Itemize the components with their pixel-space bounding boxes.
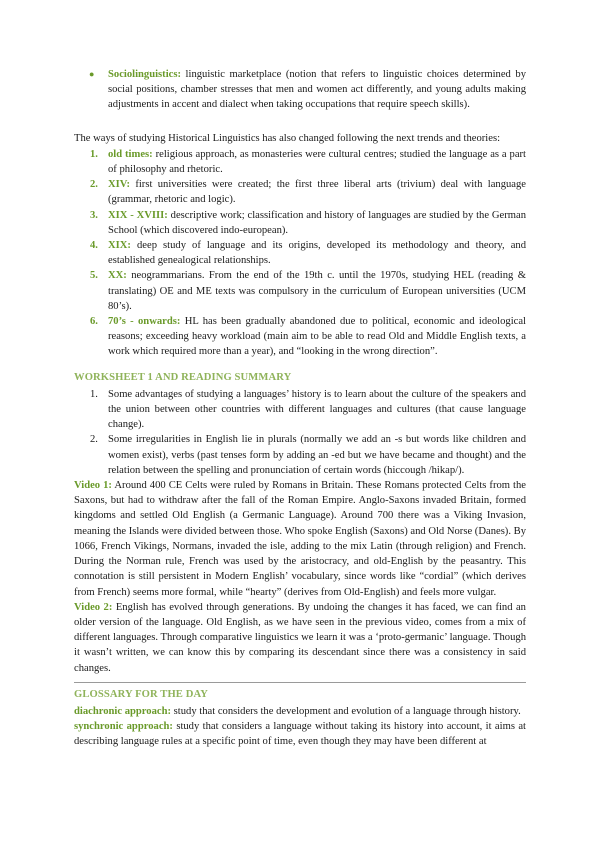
trend-item: 2. XIV: first universities were created; the first three liberal arts (trivium) deal with language (grammar, rhetoric and logic).	[90, 179, 526, 206]
trends-intro: The ways of studying Historical Linguistics has also changed following the next trends and theories:	[74, 132, 501, 144]
bullet-text: linguistic marketplace (notion that refers to linguistic choices determined by social positions, chamber stresses that men and women act differently, and young adults making adjustments in accent and dialect when taking occupations that require speech skills).	[108, 69, 526, 111]
worksheet-item: 1. Some advantages of studying a languages’ history is to learn about the culture of the speakers and the union between other countries with different languages and cultures (that cause language change).	[90, 388, 526, 431]
worksheet-list	[74, 387, 526, 478]
worksheet-heading: WORKSHEET 1 AND READING SUMMARY	[74, 371, 292, 383]
glossary-heading: GLOSSARY FOR THE DAY	[74, 688, 208, 700]
bullet-label: Sociolinguistics:	[108, 69, 181, 80]
video-2-summary: Video 2: English has evolved through generations. By undoing the changes it has faced, we can find an older version of the language. Old English, as we have seen in the previous video, comes from a mix of different languages. Through comparative linguistics we learn it was a ‘proto-germanic’ language. Though it wasn’t written, we can know this by comparing its descendant since there was a consistency in said changes.	[74, 601, 526, 674]
glossary-entry: diachronic approach: study that considers the development and evolution of a language through history.	[74, 705, 521, 717]
trend-item: 5. XX: neogrammarians. From the end of the 19th c. until the 1970s, studying HEL (reading & translating) OE and ME texts was compulsory in the curriculum of European universities (UCM 80’s).	[90, 270, 526, 312]
section-divider	[74, 682, 526, 683]
trend-item: 4. XIX: deep study of language and its origins, developed its methodology and theory, and established genealogical relationships.	[90, 240, 526, 267]
trend-item: 1. old times: religious approach, as monasteries were cultural centres; studied the language as a part of philosophy and rhetoric.	[90, 148, 526, 176]
bullet-dot-icon: ●	[89, 69, 95, 79]
video-1-summary: Video 1: Around 400 CE Celts were ruled by Romans in Britain. These Romans protected Celts from the Saxons, but had to withdraw after the fall of the Roman Empire. Anglo-Saxons invaded Britain, formed kingdoms and settled Old English (a Germanic Language). Around 700 there was a Viking Invasion, meaning the Islands were divided between those. Who spoke English (Saxons) and Old Norse (Danes). By 1066, French Vikings, Normans, invaded the isle, adding to the mix Latin (through religion) and French. During the Norman rule, French was used by the aristocracy, and old-English by the peasantry. This connotation is still persistent in Modern English’ vocabulary, since words like “cordial” (which derives from French) seems more formal, while “hearty” (derives from Old-English) and feels more vulgar.	[74, 480, 526, 598]
trend-item: 3. XIX - XVIII: descriptive work; classification and history of languages are studied by the German School (which discovered indo-european).	[90, 209, 526, 236]
glossary-entry: synchronic approach: study that considers a language without taking its history into account, it aims at describing language rules at a specific point of time, even though they may have been different at	[74, 721, 526, 748]
worksheet-item: 2. Some irregularities in English lie in plurals (normally we add an -s but words like children and women exist), verbs (past tenses form by adding an -ed but we have became and thought) and the relation between the spelling and pronunciation of certain words (hiccough /hikap/).	[90, 434, 526, 476]
trends-list	[74, 147, 526, 360]
sociolinguistics-bullet	[74, 67, 526, 113]
trend-item: 6. 70’s - onwards: HL has been gradually abandoned due to political, economic and ideological reasons; exceeding heavy workload (main aim to be able to read Old and Middle English texts, a work which required more than a year), and “looking in the wrong direction”.	[90, 316, 526, 358]
